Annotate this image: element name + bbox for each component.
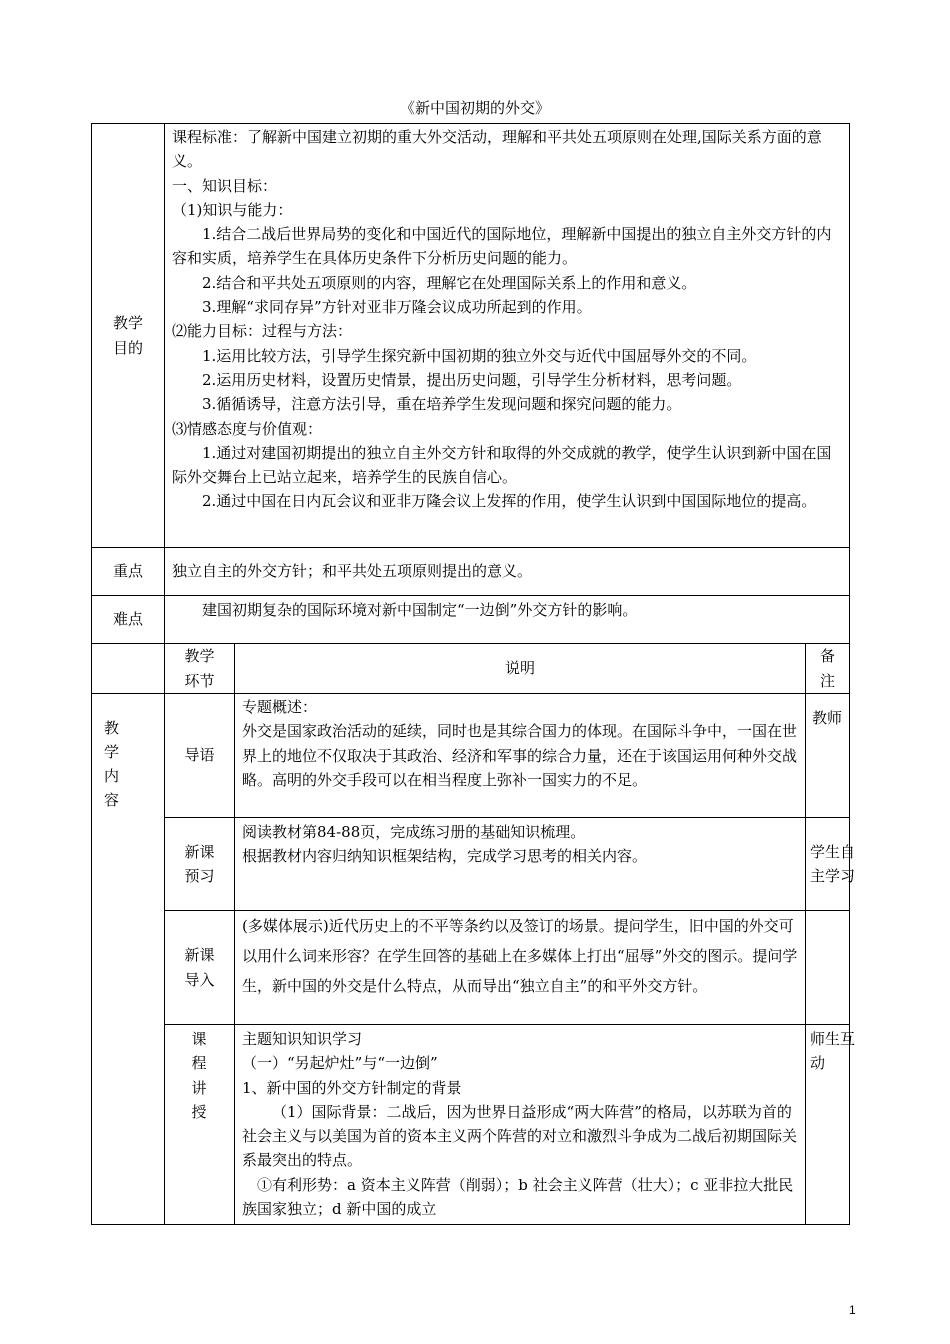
- course-standard: 课程标准：了解新中国建立初期的重大外交活动，理解和平共处五项原则在处理,国际关系方面的意义。: [172, 128, 822, 171]
- objective-item: 2.运用历史材料，设置历史情景，提出历史问题，引导学生分析材料，思考问题。: [202, 370, 742, 389]
- document-title: 《新中国初期的外交》: [399, 99, 550, 117]
- lecture-subsection: 1、新中国的外交方针制定的背景: [242, 1078, 462, 1097]
- difficulty-row: [92, 596, 850, 644]
- desc-preview: [235, 818, 806, 911]
- desc-lead-in: [235, 911, 806, 1025]
- objectives-row: [92, 124, 850, 548]
- phase-lead-in: [165, 911, 235, 1025]
- note-intro: [806, 694, 850, 818]
- knowledge-ability-heading: （1)知识与能力：: [172, 200, 293, 219]
- header-empty-cell: [92, 644, 165, 694]
- objective-item: 1.运用比较方法，引导学生探究新中国初期的独立外交与近代中国屈辱外交的不同。: [202, 346, 757, 365]
- objectives-label: [92, 124, 165, 548]
- objectives-content: [165, 124, 850, 548]
- intro-heading: 专题概述：: [242, 698, 318, 716]
- header-phase-text: 教学环节: [184, 647, 215, 690]
- content-label: 教学内容: [104, 719, 120, 809]
- lecture-section: （一）“另起炉灶”与“一边倒”: [242, 1054, 438, 1073]
- difficulty-label: 难点: [92, 596, 165, 644]
- intro-body: 外交是国家政治活动的延续，同时也是其综合国力的体现。在国际斗争中，一国在世界上的地位不仅取决于其政治、经济和军事的综合力量，还在于该国运用何种外交战略。高明的外交手段可以在相当程度上弥补一国实力的不足。: [242, 722, 798, 789]
- content-row-intro: [92, 694, 850, 818]
- objective-item: 3.循循诱导，注意方法引导，重在培养学生发现问题和探究问题的能力。: [202, 395, 682, 414]
- objectives-label-text: 教学目的: [112, 314, 143, 357]
- emotion-goal-heading: ⑶情感态度与价值观：: [172, 419, 323, 438]
- objective-item: 2.结合和平共处五项原则的内容，理解它在处理国际关系上的作用和意义。: [202, 273, 697, 292]
- phase-preview: [165, 818, 235, 911]
- header-note: [806, 644, 850, 694]
- phase-lecture: [165, 1025, 235, 1225]
- content-row-lead-in: [92, 911, 850, 1025]
- note-lecture: [806, 1025, 856, 1225]
- phase-intro: 导语: [165, 694, 235, 818]
- key-point-text: 独立自主的外交方针；和平共处五项原则提出的意义。: [165, 548, 850, 596]
- key-point-label: 重点: [92, 548, 165, 596]
- lecture-paragraph: ①有利形势：a 资本主义阵营（削弱）；b 社会主义阵营（壮大）；c 亚非拉大批民族国家独立；d 新中国的成立: [242, 1175, 794, 1219]
- objective-item: 1.通过对建国初期提出的独立自主外交方针和取得的外交成就的教学，使学生认识到新中国在国际外交舞台上已站立起来，培养学生的民族自信心。: [172, 443, 832, 487]
- lecture-heading: 主题知识知识学习: [242, 1030, 363, 1048]
- preview-line: 阅读教材第84-88页，完成练习册的基础知识梳理。: [242, 823, 586, 841]
- note-lecture-text: 师生互动: [810, 1030, 856, 1073]
- column-header-row: [92, 644, 850, 694]
- page-number: 1: [849, 1303, 856, 1317]
- content-row-preview: [92, 818, 850, 911]
- note-lead-in: [806, 911, 850, 1025]
- header-desc: 说明: [235, 644, 806, 694]
- note-preview: [806, 818, 856, 911]
- objective-item: 2.通过中国在日内瓦会议和亚非万隆会议上发挥的作用，使学生认识到中国国际地位的提高。: [202, 492, 817, 511]
- phase-preview-text: 新课预习: [184, 842, 215, 885]
- lead-in-text: (多媒体展示)近代历史上的不平等条约以及签订的场景。提问学生，旧中国的外交可以用什么词来形容？在学生回答的基础上在多媒体上打出“屈辱”外交的图示。提问学生，新中国的外交是什么特点，从而导出“独立自主”的和平外交方针。: [242, 917, 798, 995]
- key-point-row: [92, 548, 850, 596]
- knowledge-goal-heading: 一、知识目标：: [172, 176, 278, 195]
- objective-item: 1.结合二战后世界局势的变化和中国近代的国际地位，理解新中国提出的独立自主外交方针的内容和实质，培养学生在具体历史条件下分析历史问题的能力。: [172, 225, 832, 268]
- objective-item: 3.理解“求同存异”方针对亚非万隆会议成功所起到的作用。: [202, 298, 592, 317]
- lesson-plan-table: [91, 123, 856, 1225]
- content-row-lecture: [92, 1025, 850, 1225]
- header-note-text: 备注: [819, 647, 835, 690]
- desc-lecture: [235, 1025, 806, 1225]
- desc-intro: [235, 694, 806, 818]
- content-label-cell: [92, 694, 165, 1225]
- preview-line: 根据教材内容归纳知识框架结构，完成学习思考的相关内容。: [242, 847, 648, 866]
- note-intro-text: 教师: [812, 709, 843, 727]
- difficulty-text: 建国初期复杂的国际环境对新中国制定“一边倒”外交方针的影响。: [165, 596, 850, 644]
- phase-lead-in-text: 新课导入: [184, 946, 215, 989]
- ability-goal-heading: ⑵能力目标：过程与方法：: [172, 322, 353, 341]
- header-phase: [165, 644, 235, 694]
- phase-lecture-text: 课程讲授: [191, 1030, 207, 1121]
- note-preview-text: 学生自主学习: [810, 843, 856, 886]
- lecture-paragraph: （1）国际背景：二战后，因为世界日益形成“两大阵营”的格局，以苏联为首的社会主义与以美国为首的资本主义两个阵营的对立和激烈斗争成为二战后初期国际关系最突出的特点。: [242, 1102, 798, 1170]
